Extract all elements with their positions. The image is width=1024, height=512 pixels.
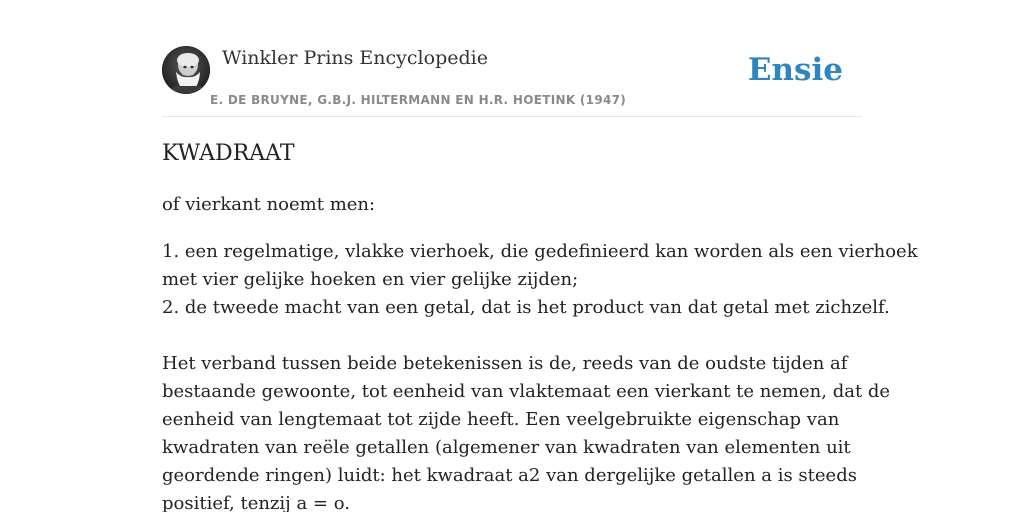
- body-line: 2. de tweede macht van een getal, dat is het product van dat getal met zichzelf.: [162, 297, 890, 318]
- article-title: KWADRAAT: [162, 141, 295, 166]
- body-line: positief, tenzij a = o.: [162, 493, 350, 512]
- article: [162, 138, 918, 512]
- body-line: geordende ringen) luidt: het kwadraat a2 van dergelijke getallen a is steeds: [162, 465, 857, 486]
- body-line: kwadraten van reële getallen (algemener van kwadraten van elementen uit: [162, 437, 851, 458]
- body-line: Het verband tussen beide betekenissen is de, reeds van de oudste tijden af: [162, 353, 848, 374]
- body-line: 1. een regelmatige, vlakke vierhoek, die gedefinieerd kan worden als een vierhoek: [162, 241, 918, 262]
- article-intro: of vierkant noemt men:: [162, 194, 376, 215]
- author-avatar[interactable]: [162, 46, 210, 94]
- source-authors: E. DE BRUYNE, G.B.J. HILTERMANN EN H.R. HOETINK (1947): [210, 93, 627, 107]
- body-line: bestaande gewoonte, tot eenheid van vlaktemaat een vierkant te nemen, dat de: [162, 381, 891, 402]
- paragraph-break: [162, 322, 862, 350]
- source-title[interactable]: Winkler Prins Encyclopedie: [222, 47, 488, 69]
- brand-logo[interactable]: Ensie: [747, 52, 843, 88]
- body-line: met vier gelijke hoeken en vier gelijke zijden;: [162, 269, 579, 290]
- article-body: [162, 238, 918, 512]
- bearded-man-portrait-icon: [162, 46, 210, 94]
- body-line: eenheid van lengtemaat tot zijde heeft. Een veelgebruikte eigenschap van: [162, 409, 840, 430]
- page-header: [162, 46, 862, 117]
